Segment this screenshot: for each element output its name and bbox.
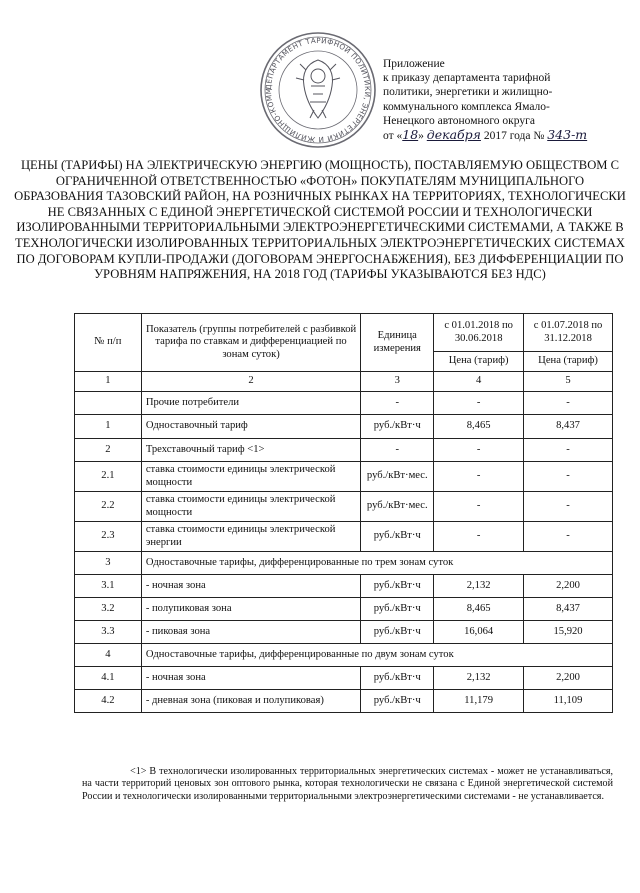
table-row [75,462,613,492]
order-year-label: 2017 года № [483,130,545,143]
row-value-period-2: - [524,492,613,522]
table-row [75,492,613,522]
footnote: <1> В технологически изолированных территориальных энергетических системах - может не устанавливаться, на части территорий ценовых зон оптового рынка, которая технологически не связана с Единой энергетической системой России и технологически изолированными территориальными электроэнергетическими системами - не устанавливается. [82,766,613,802]
row-number: 4.2 [75,690,142,713]
row-unit: руб./кВт·ч [361,522,434,552]
row-number: 3.1 [75,575,142,598]
row-value-period-2: 15,920 [524,621,613,644]
row-number: 4.1 [75,667,142,690]
table-row [75,667,613,690]
table-row [75,415,613,439]
row-value-period-2: - [524,392,613,415]
row-value-period-1: - [434,392,524,415]
row-unit: руб./кВт·ч [361,621,434,644]
row-value-period-1: 8,465 [434,598,524,621]
header-price-2: Цена (тариф) [524,352,613,372]
date-quote-close: » [418,130,424,143]
row-value-period-2: - [524,439,613,462]
row-unit: - [361,439,434,462]
row-value-period-2: 8,437 [524,598,613,621]
table-row [75,644,613,667]
row-value-period-1: 2,132 [434,667,524,690]
row-value-period-1: - [434,522,524,552]
row-name: Прочие потребители [141,392,360,415]
row-value-period-2: 8,437 [524,415,613,439]
column-number-row [75,372,613,392]
row-value-period-2: 2,200 [524,575,613,598]
row-number: 3 [75,552,142,575]
column-number: 4 [434,372,524,392]
appendix-line: к приказу департамента тарифной [383,72,551,85]
row-unit: руб./кВт·ч [361,690,434,713]
row-number [75,392,142,415]
column-number: 5 [524,372,613,392]
column-number: 3 [361,372,434,392]
table-row [75,598,613,621]
row-value-period-1: - [434,462,524,492]
header-num: № п/п [75,314,142,372]
row-value-period-1: 11,179 [434,690,524,713]
row-unit: руб./кВт·ч [361,667,434,690]
appendix-line: Ненецкого автономного округа [383,114,535,127]
table-row [75,621,613,644]
row-value-period-1: - [434,439,524,462]
seal-ring-text: ДЕПАРТАМЕНТ ТАРИФНОЙ ПОЛИТИКИ, ЭНЕРГЕТИКИ И ЖИЛИЩНО-КОММ [263,35,373,145]
appendix-line: политики, энергетики и жилищно- [383,86,553,99]
order-day: 18 [402,127,419,143]
appendix-heading: Приложение [383,58,445,70]
row-unit: руб./кВт·ч [361,415,434,439]
header-indicator: Показатель (группы потребителей с разбивкой тарифа по ставкам и дифференциацией по зонам суток) [141,314,360,372]
row-name: - пиковая зона [141,621,360,644]
row-value-period-1: 16,064 [434,621,524,644]
header-price-1: Цена (тариф) [434,352,524,372]
row-name: - полупиковая зона [141,598,360,621]
row-name: Одноставочные тарифы, дифференцированные по двум зонам суток [141,644,612,667]
document-title: ЦЕНЫ (ТАРИФЫ) НА ЭЛЕКТРИЧЕСКУЮ ЭНЕРГИЮ (МОЩНОСТЬ), ПОСТАВЛЯЕМУЮ ОБЩЕСТВОМ С ОГРАНИЧЕННОЙ ОТВЕТСТВЕННОСТЬЮ «ФОТОН» ПОКУПАТЕЛЯМ МУНИЦИПАЛЬНОГО ОБРАЗОВАНИЯ ТАЗОВСКИЙ РАЙОН, НА РОЗНИЧНЫХ РЫНКАХ НА ТЕРРИТОРИЯХ, ТЕХНОЛОГИЧЕСКИ НЕ СВЯЗАННЫХ С ЕДИНОЙ ЭНЕРГЕТИЧЕСКОЙ СИСТЕМОЙ РОССИИ И ТЕХНОЛОГИЧЕСКИ ИЗОЛИРОВАННЫМИ ТЕРРИТОРИАЛЬНЫМИ ЭЛЕКТРОЭНЕРГЕТИЧЕСКИМИ СИСТЕМАМИ, А ТАКЖЕ В ТЕХНОЛОГИЧЕСКИ ИЗОЛИРОВАННЫХ ТЕРРИТОРИАЛЬНЫХ ЭЛЕКТРОЭНЕРГЕТИЧЕСКИХ СИСТЕМАХ ПО ДОГОВОРАМ КУПЛИ-ПРОДАЖИ (ДОГОВОРАМ ЭНЕРГОСНАБЖЕНИЯ), БЕЗ ДИФФЕРЕНЦИАЦИИ ПО УРОВНЯМ НАПРЯЖЕНИЯ, НА 2018 ГОД (ТАРИФЫ УКАЗЫВАЮТСЯ БЕЗ НДС) [14,158,626,282]
row-unit: руб./кВт·ч [361,598,434,621]
row-value-period-2: - [524,462,613,492]
row-value-period-2: - [524,522,613,552]
row-number: 2.3 [75,522,142,552]
row-number: 2 [75,439,142,462]
row-unit: руб./кВт·ч [361,575,434,598]
official-seal [258,30,378,150]
row-value-period-2: 11,109 [524,690,613,713]
row-value-period-2: 2,200 [524,667,613,690]
row-unit: руб./кВт·мес. [361,492,434,522]
table-row [75,575,613,598]
row-number: 1 [75,415,142,439]
row-number: 2.2 [75,492,142,522]
column-number: 2 [141,372,360,392]
header-period-1: с 01.01.2018 по 30.06.2018 [434,314,524,352]
appendix-block [383,57,633,143]
row-name: ставка стоимости единицы электрической мощности [141,492,360,522]
row-number: 3.3 [75,621,142,644]
row-name: - ночная зона [141,667,360,690]
table-header-row [75,314,613,352]
row-name: Одноставочные тарифы, дифференцированные по трем зонам суток [141,552,612,575]
order-number: 343-т [547,127,588,143]
row-number: 2.1 [75,462,142,492]
row-name: - ночная зона [141,575,360,598]
row-unit: руб./кВт·мес. [361,462,434,492]
table-row [75,439,613,462]
date-from-label: от [383,130,394,143]
column-number: 1 [75,372,142,392]
row-value-period-1: 8,465 [434,415,524,439]
header-period-2: с 01.07.2018 по 31.12.2018 [524,314,613,352]
row-name: ставка стоимости единицы электрической энергии [141,522,360,552]
row-value-period-1: - [434,492,524,522]
table-row [75,690,613,713]
row-name: - дневная зона (пиковая и полупиковая) [141,690,360,713]
row-name: ставка стоимости единицы электрической мощности [141,462,360,492]
row-unit: - [361,392,434,415]
table-row [75,552,613,575]
order-month: декабря [426,127,481,143]
appendix-line: коммунального комплекса Ямало- [383,100,550,113]
table-row [75,522,613,552]
row-name: Одноставочный тариф [141,415,360,439]
row-name: Трехставочный тариф <1> [141,439,360,462]
row-number: 4 [75,644,142,667]
tariff-table [74,313,613,713]
header-unit: Единица измерения [361,314,434,372]
row-value-period-1: 2,132 [434,575,524,598]
table-row [75,392,613,415]
row-number: 3.2 [75,598,142,621]
appendix-date-line [383,128,633,143]
date-quote-open: « [396,130,403,143]
